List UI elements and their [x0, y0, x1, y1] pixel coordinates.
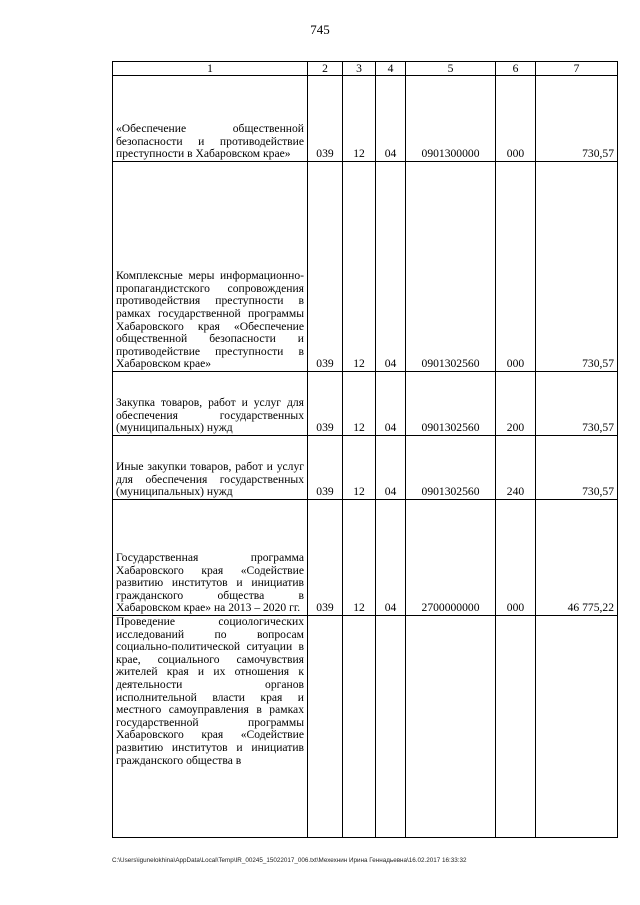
row-name-cell: Иные закупки товаров, работ и услуг для обеспечения государственных (муниципальных) нужд — [113, 436, 308, 500]
row-cell-subsection: 04 — [376, 76, 406, 162]
table-row — [113, 500, 618, 616]
header-cell: 6 — [496, 62, 536, 76]
row-cell-admin-code: 039 — [308, 76, 343, 162]
row-cell-amount: 46 775,22 — [536, 500, 618, 616]
page-number: 745 — [310, 22, 330, 37]
row-cell-section: 12 — [343, 76, 376, 162]
row-cell-target-article: 0901302560 — [406, 162, 496, 372]
row-cell-target-article — [406, 616, 496, 838]
row-name-cell: Комплексные меры информационно-пропагандистского сопровождения противодействия преступности в рамках государственной программы Хабаровского края «Обеспечение общественной безопасности и противодействие преступности в Хабаровском крае» — [113, 162, 308, 372]
budget-table — [112, 61, 618, 838]
row-cell-admin-code: 039 — [308, 372, 343, 436]
table-row — [113, 436, 618, 500]
header-cell: 5 — [406, 62, 496, 76]
header-cell: 7 — [536, 62, 618, 76]
row-cell-expense-type: 200 — [496, 372, 536, 436]
row-cell-subsection: 04 — [376, 372, 406, 436]
header-cell: 2 — [308, 62, 343, 76]
header-cell: 3 — [343, 62, 376, 76]
row-cell-expense-type: 000 — [496, 500, 536, 616]
header-cell: 1 — [113, 62, 308, 76]
table-row — [113, 616, 618, 838]
row-cell-admin-code — [308, 616, 343, 838]
table-header-row — [113, 62, 618, 76]
row-cell-subsection: 04 — [376, 436, 406, 500]
row-cell-target-article: 0901300000 — [406, 76, 496, 162]
table-row — [113, 162, 618, 372]
row-cell-section: 12 — [343, 372, 376, 436]
row-cell-amount — [536, 616, 618, 838]
row-cell-subsection: 04 — [376, 500, 406, 616]
row-cell-expense-type: 000 — [496, 76, 536, 162]
row-cell-target-article: 0901302560 — [406, 372, 496, 436]
row-cell-admin-code: 039 — [308, 436, 343, 500]
table-row — [113, 372, 618, 436]
row-cell-amount: 730,57 — [536, 372, 618, 436]
row-cell-amount: 730,57 — [536, 436, 618, 500]
row-name-cell: Проведение социологических исследований по вопросам социально-политической ситуации в крае, социального самочувствия жителей края и их отношения к деятельности органов исполнительной власти края и местного самоуправления в рамках государственной программы Хабаровского края «Содействие развитию институтов и инициатив гражданского общества в — [113, 616, 308, 838]
row-cell-section — [343, 616, 376, 838]
row-cell-amount: 730,57 — [536, 162, 618, 372]
row-cell-target-article: 2700000000 — [406, 500, 496, 616]
row-name-cell: Государственная программа Хабаровского края «Содействие развитию институтов и инициатив гражданского общества в Хабаровском крае» на 2013 – 2020 гг. — [113, 500, 308, 616]
header-cell: 4 — [376, 62, 406, 76]
row-cell-amount: 730,57 — [536, 76, 618, 162]
row-cell-expense-type — [496, 616, 536, 838]
row-cell-section: 12 — [343, 436, 376, 500]
row-cell-expense-type: 000 — [496, 162, 536, 372]
row-cell-admin-code: 039 — [308, 500, 343, 616]
row-cell-admin-code: 039 — [308, 162, 343, 372]
row-cell-expense-type: 240 — [496, 436, 536, 500]
row-cell-subsection — [376, 616, 406, 838]
row-name-cell: «Обеспечение общественной безопасности и противодействие преступности в Хабаровском крае» — [113, 76, 308, 162]
footer-file-path: C:\Users\igunelokhina\AppData\Local\Temp\IR_00245_15022017_006.txt\Мехехнин Ирина Геннадьевна\16.02.2017 16:33:32 — [112, 857, 467, 864]
row-cell-section: 12 — [343, 500, 376, 616]
row-cell-subsection: 04 — [376, 162, 406, 372]
table-row — [113, 76, 618, 162]
row-name-cell: Закупка товаров, работ и услуг для обеспечения государственных (муниципальных) нужд — [113, 372, 308, 436]
row-cell-section: 12 — [343, 162, 376, 372]
row-cell-target-article: 0901302560 — [406, 436, 496, 500]
